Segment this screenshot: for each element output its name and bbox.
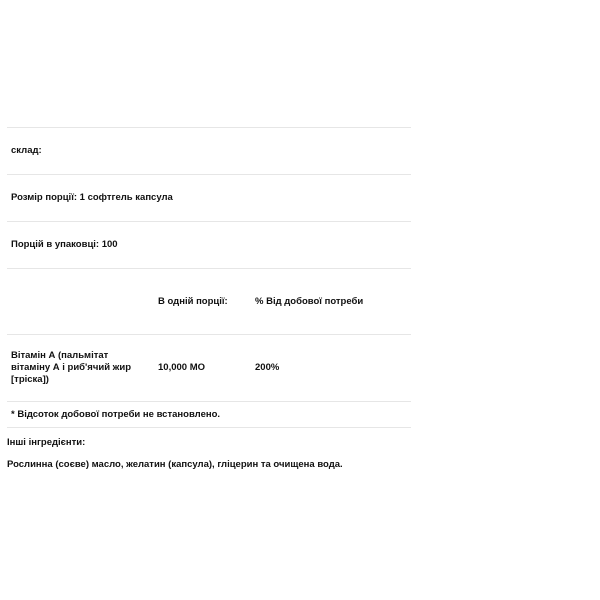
other-ingredients-text: Рослинна (соєве) масло, желатин (капсула), гліцерин та очищена вода. [7, 459, 343, 470]
serving-size: Розмір порції: 1 софтгель капсула [7, 175, 411, 222]
header-daily-value: % Від добової потреби [251, 269, 411, 335]
header-amount: В одній порції: [154, 269, 251, 335]
nutrient-name: Вітамін А (пальмітат вітаміну А і риб'ячий жир [тріска]) [7, 335, 154, 402]
supplement-facts-table [7, 127, 411, 428]
nutrient-amount: 10,000 МО [154, 335, 251, 402]
footnote-row [7, 402, 411, 428]
servings-per-container: Порцій в упаковці: 100 [7, 222, 411, 269]
facts-title: склад: [7, 128, 411, 175]
facts-title-row [7, 128, 411, 175]
header-nutrient-cell [7, 269, 154, 335]
nutrient-daily-value: 200% [251, 335, 411, 402]
table-row [7, 335, 411, 402]
other-ingredients-heading: Інші інгредієнти: [7, 437, 86, 448]
servings-per-container-row [7, 222, 411, 269]
footnote: * Відсоток добової потреби не встановлено. [7, 402, 411, 428]
serving-size-row [7, 175, 411, 222]
facts-header-row [7, 269, 411, 335]
